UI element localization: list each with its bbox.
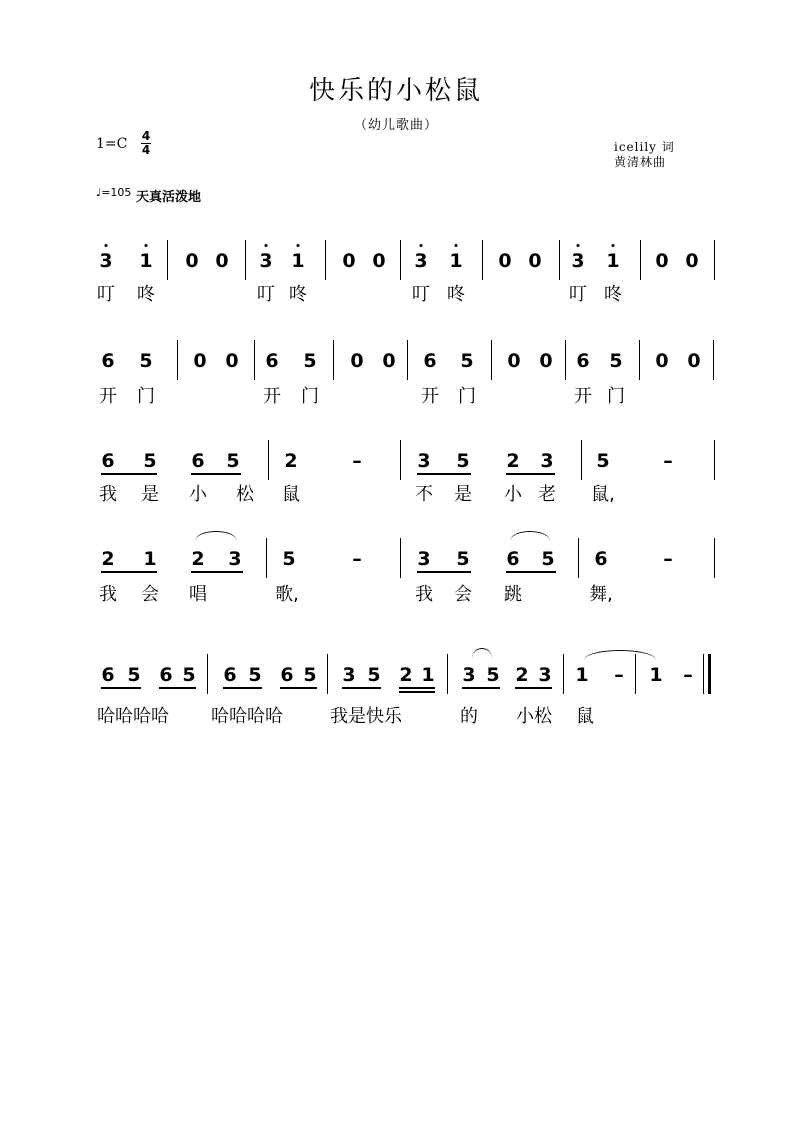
note: – xyxy=(663,548,673,570)
note: 5 xyxy=(456,450,470,472)
note: 5 xyxy=(143,450,157,472)
tempo-marking: ♩=105 xyxy=(96,186,132,199)
composer-credit: 黄清林曲 xyxy=(614,155,667,169)
lyric: 叮 xyxy=(257,284,275,305)
barline xyxy=(563,654,564,694)
beam-underline xyxy=(223,687,262,689)
beam-underline xyxy=(399,691,435,693)
octave-dot xyxy=(145,244,148,247)
note: 2 xyxy=(515,664,529,686)
note: 3 xyxy=(417,548,431,570)
lyric: 跳 xyxy=(504,584,522,605)
note: 1 xyxy=(139,250,153,272)
lyric: 小松 xyxy=(516,706,552,727)
note: 3 xyxy=(417,450,431,472)
barline xyxy=(714,440,715,480)
barline xyxy=(400,240,401,280)
note: 6 xyxy=(594,548,608,570)
note: 6 xyxy=(280,664,294,686)
note: 0 xyxy=(507,350,521,372)
barline xyxy=(482,240,483,280)
lyric: 会 xyxy=(454,584,472,605)
note: 6 xyxy=(506,548,520,570)
lyric: 叮 xyxy=(569,284,587,305)
octave-dot xyxy=(455,244,458,247)
note: 5 xyxy=(282,548,296,570)
lyric: 唱 xyxy=(189,584,207,605)
lyric: 哈哈哈哈 xyxy=(211,706,283,727)
note: 2 xyxy=(101,548,115,570)
note: 5 xyxy=(541,548,555,570)
barline xyxy=(639,340,640,380)
lyric: 我 xyxy=(99,484,117,505)
barline xyxy=(407,340,408,380)
lyric: 舞, xyxy=(589,584,613,605)
note: – xyxy=(352,548,362,570)
note: 5 xyxy=(127,664,141,686)
note: 6 xyxy=(423,350,437,372)
barline xyxy=(635,654,636,694)
beam-underline xyxy=(101,687,141,689)
song-title: 快乐的小松鼠 xyxy=(308,76,483,106)
barline xyxy=(559,240,560,280)
beam-underline xyxy=(506,571,556,573)
lyric: 鼠 xyxy=(576,706,594,727)
lyric: 是 xyxy=(141,484,159,505)
barline xyxy=(703,654,704,694)
note: 1 xyxy=(649,664,663,686)
note: 6 xyxy=(159,664,173,686)
note: 0 xyxy=(225,350,239,372)
beam-underline xyxy=(399,687,435,689)
lyric: 咚 xyxy=(447,284,465,305)
note: 5 xyxy=(486,664,500,686)
lyric: 咚 xyxy=(137,284,155,305)
note: 0 xyxy=(498,250,512,272)
lyric: 我是快乐 xyxy=(330,706,402,727)
lyric: 我 xyxy=(99,584,117,605)
note: 0 xyxy=(193,350,207,372)
note: 3 xyxy=(99,250,113,272)
barline xyxy=(327,654,328,694)
note: 5 xyxy=(460,350,474,372)
time-signature-bottom: 4 xyxy=(141,143,151,157)
lyric: 松 xyxy=(236,484,254,505)
lyric: 哈哈哈哈 xyxy=(97,706,169,727)
barline xyxy=(447,654,448,694)
beam-underline xyxy=(191,571,243,573)
barline xyxy=(714,538,715,578)
lyric: 会 xyxy=(141,584,159,605)
barline xyxy=(578,538,579,578)
lyric: 咚 xyxy=(604,284,622,305)
beam-underline xyxy=(417,473,471,475)
octave-dot xyxy=(612,244,615,247)
barline xyxy=(325,240,326,280)
note: 3 xyxy=(538,664,552,686)
time-signature xyxy=(140,130,152,157)
note: 6 xyxy=(191,450,205,472)
note: 2 xyxy=(191,548,205,570)
note: 5 xyxy=(226,450,240,472)
barline xyxy=(713,340,714,380)
note: 5 xyxy=(456,548,470,570)
beam-underline xyxy=(101,473,157,475)
note: 6 xyxy=(101,350,115,372)
lyric: 的 xyxy=(460,706,478,727)
lyric: 咚 xyxy=(289,284,307,305)
beam-underline xyxy=(462,687,500,689)
note: – xyxy=(683,664,693,686)
note: 3 xyxy=(571,250,585,272)
note: 5 xyxy=(303,664,317,686)
expression-marking: 天真活泼地 xyxy=(136,190,202,205)
note: 0 xyxy=(528,250,542,272)
barline xyxy=(207,654,208,694)
note: 0 xyxy=(185,250,199,272)
octave-dot xyxy=(420,244,423,247)
note: – xyxy=(663,450,673,472)
note: 5 xyxy=(139,350,153,372)
note: 3 xyxy=(342,664,356,686)
octave-dot xyxy=(105,244,108,247)
beam-underline xyxy=(342,687,381,689)
note: – xyxy=(352,450,362,472)
lyric: 小 xyxy=(189,484,207,505)
barline xyxy=(266,538,267,578)
lyric: 不 xyxy=(415,484,433,505)
note: 5 xyxy=(182,664,196,686)
note: 3 xyxy=(462,664,476,686)
barline xyxy=(400,440,401,480)
lyric: 门 xyxy=(137,386,155,407)
note: 0 xyxy=(685,250,699,272)
barline xyxy=(640,240,641,280)
lyric: 开 xyxy=(99,386,117,407)
barline xyxy=(400,538,401,578)
lyric: 开 xyxy=(574,386,592,407)
note: 5 xyxy=(303,350,317,372)
beam-underline xyxy=(506,473,555,475)
note: 1 xyxy=(421,664,435,686)
note: 6 xyxy=(101,450,115,472)
lyric: 开 xyxy=(263,386,281,407)
note: 6 xyxy=(223,664,237,686)
time-signature-top: 4 xyxy=(141,129,151,143)
barline xyxy=(245,240,246,280)
octave-dot xyxy=(265,244,268,247)
lyric: 鼠, xyxy=(591,484,615,505)
lyric: 我 xyxy=(415,584,433,605)
note: 2 xyxy=(506,450,520,472)
barline xyxy=(333,340,334,380)
beam-underline xyxy=(159,687,196,689)
barline xyxy=(254,340,255,380)
octave-dot xyxy=(297,244,300,247)
note: 1 xyxy=(449,250,463,272)
note: 0 xyxy=(655,350,669,372)
beam-underline xyxy=(280,687,317,689)
lyric: 是 xyxy=(454,484,472,505)
beam-underline xyxy=(417,571,471,573)
note: 0 xyxy=(342,250,356,272)
barline xyxy=(581,440,582,480)
lyric: 开 xyxy=(421,386,439,407)
lyric: 门 xyxy=(301,386,319,407)
barline xyxy=(708,654,711,694)
note: 2 xyxy=(284,450,298,472)
note: 1 xyxy=(143,548,157,570)
note: 0 xyxy=(539,350,553,372)
song-subtitle: （幼儿歌曲） xyxy=(353,118,438,133)
note: 3 xyxy=(228,548,242,570)
barline xyxy=(167,240,168,280)
note: 1 xyxy=(575,664,589,686)
lyric: 小 xyxy=(504,484,522,505)
lyric: 歌, xyxy=(275,584,299,605)
beam-underline xyxy=(191,473,241,475)
note: 0 xyxy=(687,350,701,372)
slur xyxy=(472,648,492,658)
note: 5 xyxy=(609,350,623,372)
note: 6 xyxy=(101,664,115,686)
note: 5 xyxy=(248,664,262,686)
note: 5 xyxy=(596,450,610,472)
slur xyxy=(195,531,237,541)
note: 0 xyxy=(655,250,669,272)
slur xyxy=(584,650,656,660)
lyric: 老 xyxy=(538,484,556,505)
note: 0 xyxy=(382,350,396,372)
lyricist-credit: icelily 词 xyxy=(614,140,675,154)
barline xyxy=(268,440,269,480)
beam-underline xyxy=(515,687,552,689)
note: 3 xyxy=(540,450,554,472)
barline xyxy=(565,340,566,380)
lyric: 叮 xyxy=(97,284,115,305)
note: 0 xyxy=(372,250,386,272)
slur xyxy=(510,531,550,541)
note: 0 xyxy=(350,350,364,372)
barline xyxy=(714,240,715,280)
note: – xyxy=(614,664,624,686)
note: 2 xyxy=(399,664,413,686)
lyric: 门 xyxy=(458,386,476,407)
lyric: 鼠 xyxy=(282,484,300,505)
lyric: 叮 xyxy=(412,284,430,305)
note: 5 xyxy=(367,664,381,686)
beam-underline xyxy=(101,571,157,573)
note: 3 xyxy=(259,250,273,272)
note: 6 xyxy=(265,350,279,372)
barline xyxy=(177,340,178,380)
octave-dot xyxy=(577,244,580,247)
key-signature: 1=C xyxy=(96,136,128,152)
note: 3 xyxy=(414,250,428,272)
barline xyxy=(491,340,492,380)
note: 1 xyxy=(291,250,305,272)
note: 6 xyxy=(576,350,590,372)
note: 1 xyxy=(606,250,620,272)
lyric: 门 xyxy=(607,386,625,407)
note: 0 xyxy=(215,250,229,272)
